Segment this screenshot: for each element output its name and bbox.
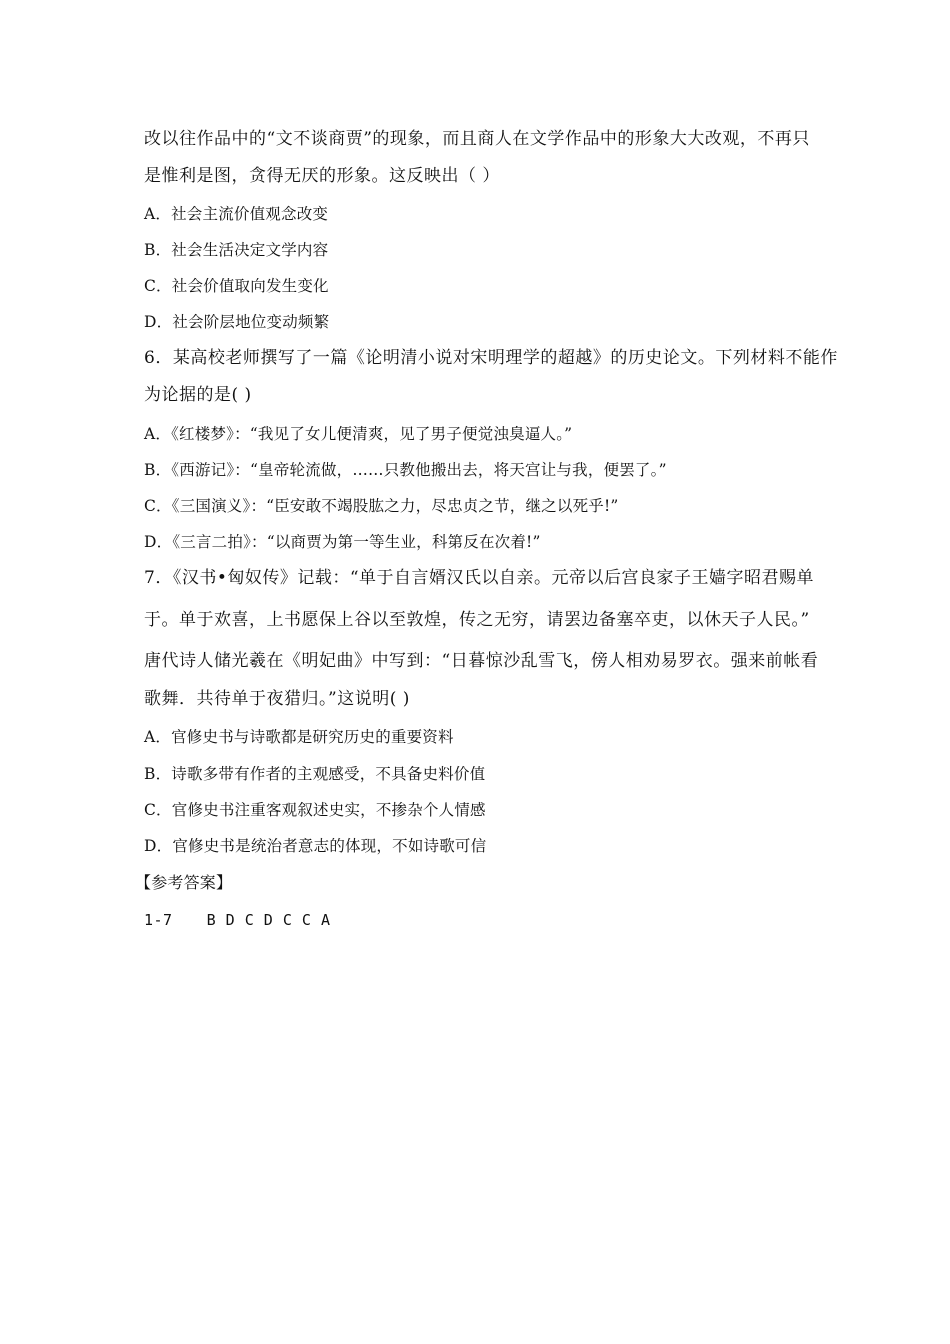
q7-text-line-3: 唐代诗人储光羲在《明妃曲》中写到：“日暮惊沙乱雪飞，傍人相劝易罗衣。强来前帐看 <box>144 651 819 671</box>
q6-option-d: D．《三言二拍》：“以商贾为第一等生业，科第反在次着!” <box>144 533 541 551</box>
q7-option-c: C．官修史书注重客观叙述史实，不掺杂个人情感 <box>144 801 486 819</box>
q5-option-d: D．社会阶层地位变动频繁 <box>144 313 330 331</box>
q7-text-line-2: 于。单于欢喜，上书愿保上谷以至敦煌，传之无穷，请罢边备塞卒吏，以休天子人民。” <box>144 610 810 630</box>
q5-option-b: B．社会生活决定文学内容 <box>144 241 329 259</box>
q5-text-line-1: 改以往作品中的“文不谈商贾”的现象，而且商人在文学作品中的形象大大改观，不再只 <box>144 129 810 149</box>
answer-line <box>144 910 331 930</box>
q5-option-a: A．社会主流价值观念改变 <box>144 205 329 223</box>
q7-text-line-1: 7．《汉书•匈奴传》记载：“单于自言婿汉氏以自亲。元帝以后宫良家子王嫱字昭君赐单 <box>144 568 815 588</box>
q6-text-line-2: 为论据的是( ) <box>144 385 252 405</box>
answer-heading: 【参考答案】 <box>135 873 233 892</box>
answer-range: 1-7 <box>144 911 173 929</box>
q6-option-a: A．《红楼梦》：“我见了女儿便清爽，见了男子便觉浊臭逼人。” <box>144 425 573 443</box>
q7-option-d: D．官修史书是统治者意志的体现，不如诗歌可信 <box>144 837 487 855</box>
q7-option-a: A．官修史书与诗歌都是研究历史的重要资料 <box>144 728 454 746</box>
q5-option-c: C．社会价值取向发生变化 <box>144 277 329 295</box>
answer-letters: B D C D C C A <box>206 911 331 929</box>
q6-text-line-1: 6．某高校老师撰写了一篇《论明清小说对宋明理学的超越》的历史论文。下列材料不能作 <box>144 348 838 368</box>
q7-option-b: B．诗歌多带有作者的主观感受，不具备史料价值 <box>144 765 486 783</box>
q6-option-c: C．《三国演义》：“臣安敢不竭股肱之力，尽忠贞之节，继之以死乎!” <box>144 497 619 515</box>
q5-text-line-2: 是惟利是图，贪得无厌的形象。这反映出（ ） <box>144 166 500 186</box>
q7-text-line-4: 歌舞．共待单于夜猎归。”这说明( ) <box>144 689 410 709</box>
q6-option-b: B．《西游记》：“皇帝轮流做，……只教他搬出去，将天宫让与我，便罢了。” <box>144 461 667 479</box>
